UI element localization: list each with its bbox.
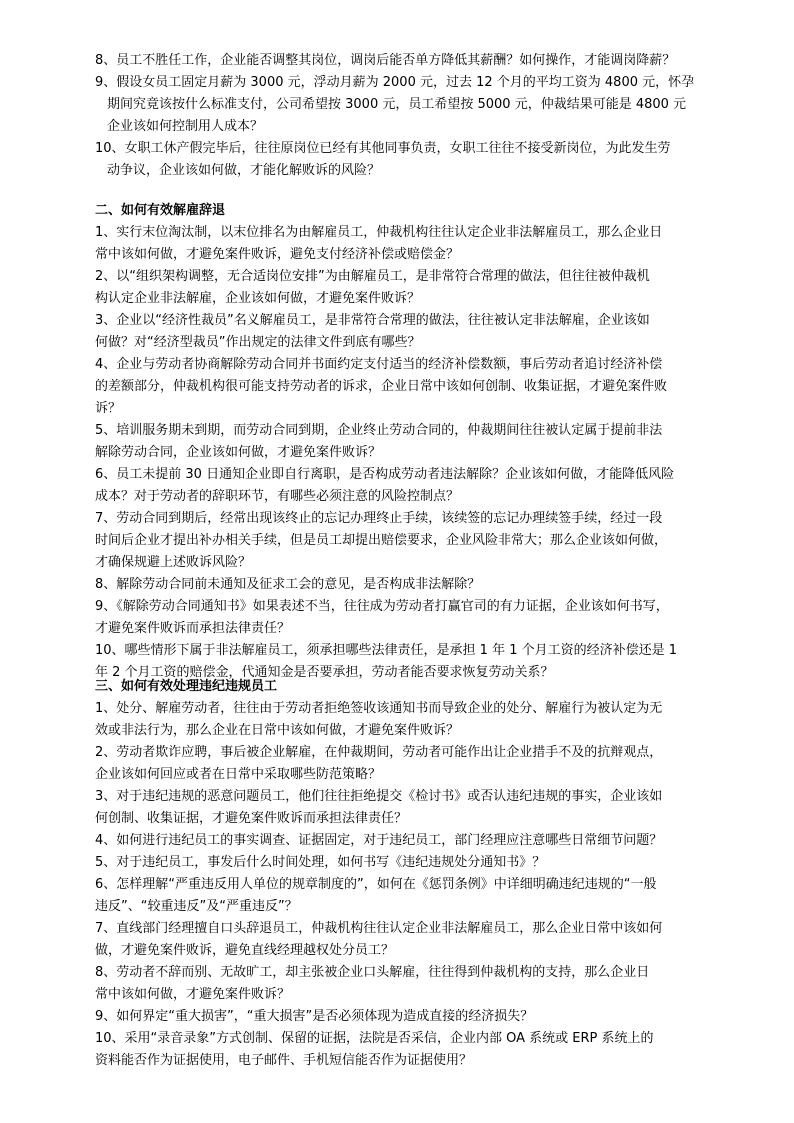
- section3-body: [95, 698, 715, 1072]
- text-line: 9、假设女员工固定月薪为 3000 元，浮动月薪为 2000 元，过去 12 个月的平均工资为 4800 元，怀孕: [95, 75, 695, 90]
- section2: [95, 200, 715, 684]
- text-line: 违反”、“较重违反”及“严重违反”？: [95, 899, 298, 914]
- text-line: 10、哪些情形下属于非法解雇员工，须承担哪些法律责任，是承担 1 年 1 个月工资的经济补偿还是 1: [95, 643, 678, 658]
- section1-item-10: [95, 138, 717, 182]
- text-line: 资料能否作为证据使用，电子邮件、手机短信能否作为证据使用？: [95, 1053, 473, 1068]
- text-line: 时间后企业才提出补办相关手续，但是员工却提出赔偿要求，企业风险非常大；那么企业该如何做，: [95, 533, 668, 548]
- text-line: 5、对于违纪员工，事发后什么时间处理，如何书写《违纪违规处分通知书》？: [95, 855, 546, 870]
- text-line: 何做？对“经济型裁员”作出规定的法律文件到底有哪些？: [95, 335, 421, 350]
- text-line: 1、实行末位淘汰制，以末位排名为由解雇员工，仲裁机构往往认定企业非法解雇员工，那么企业日: [95, 225, 663, 240]
- text-line: 2、劳动者欺诈应聘，事后被企业解雇，在仲裁期间，劳动者可能作出让企业措手不及的抗辩观点，: [95, 745, 663, 760]
- text-line: 3、对于违纪违规的恶意问题员工，他们往往拒绝提交《检讨书》或否认违纪违规的事实，企业该如: [95, 789, 663, 804]
- section-heading: 三、如何有效处理违纪违规员工: [95, 679, 278, 694]
- text-line: 7、劳动合同到期后，经常出现该终止的忘记办理终止手续，该续签的忘记办理续签手续，经过一段: [95, 511, 663, 526]
- text-line: 常中该如何做，才避免案件败诉，避免支付经济补偿或赔偿金？: [95, 247, 460, 262]
- text-line: 2、以“组织架构调整，无合适岗位安排”为由解雇员工，是非常符合常理的做法，但往往被仲裁机: [95, 269, 650, 284]
- section1-item-9: [95, 72, 717, 138]
- text-line: 1、处分、解雇劳动者，往往由于劳动者拒绝签收该通知书而导致企业的处分、解雇行为被认定为无: [95, 701, 663, 716]
- text-line: 企业该如何控制用人成本？: [107, 119, 264, 134]
- text-line: 成本？对于劳动者的辞职环节，有哪些必须注意的风险控制点？: [95, 489, 460, 504]
- text-line: 构认定企业非法解雇，企业该如何做，才避免案件败诉？: [95, 291, 421, 306]
- text-line: 6、员工未提前 30 日通知企业即自行离职，是否构成劳动者违法解除？企业该如何做，才能降低风险: [95, 467, 675, 482]
- section3: [95, 676, 715, 1072]
- text-line: 6、怎样理解“严重违反用人单位的规章制度的”，如何在《惩罚条例》中详细明确违纪违规的“一般: [95, 877, 657, 892]
- text-line: 9、《解除劳动合同通知书》如果表述不当，往往成为劳动者打赢官司的有力证据，企业该如何书写，: [95, 599, 669, 614]
- text-line: 9、如何界定“重大损害”，“重大损害”是否必须体现为造成直接的经济损失？: [95, 1009, 534, 1024]
- text-line: 10、女职工休产假完毕后，往往原岗位已经有其他同事负责，女职工往往不接受新岗位，为此发生劳: [95, 141, 671, 156]
- text-line: 4、如何进行违纪员工的事实调查、证据固定，对于违纪员工，部门经理应注意哪些日常细节问题？: [95, 833, 663, 848]
- section-heading: 二、如何有效解雇辞退: [95, 203, 226, 218]
- text-line: 3、企业以“经济性裁员”名义解雇员工，是非常符合常理的做法，往往被认定非法解雇，企业该如: [95, 313, 650, 328]
- text-line: 年 2 个月工资的赔偿金，代通知金是否要承担，劳动者能否要求恢复劳动关系？: [95, 665, 554, 680]
- text-line: 才避免案件败诉而承担法律责任？: [95, 621, 291, 636]
- section2-body: [95, 222, 715, 684]
- text-line: 解除劳动合同，企业该如何做，才避免案件败诉？: [95, 445, 382, 460]
- section1-item-8: [95, 50, 717, 72]
- text-line: 何创制、收集证据，才避免案件败诉而承担法律责任？: [95, 811, 408, 826]
- text-line: 做，才避免案件败诉，避免直线经理越权处分员工？: [95, 943, 395, 958]
- text-line: 常中该如何做，才避免案件败诉？: [95, 987, 291, 1002]
- text-line: 10、采用“录音录象”方式创制、保留的证据，法院是否采信，企业内部 OA 系统或 ERP 系统上的: [95, 1031, 654, 1046]
- text-line: 才确保规避上述败诉风险？: [95, 555, 252, 570]
- text-line: 企业该如何回应或者在日常中采取哪些防范策略？: [95, 767, 382, 782]
- text-line: 8、劳动者不辞而别、无故旷工，却主张被企业口头解雇，往往得到仲裁机构的支持，那么企业日: [95, 965, 650, 980]
- text-line: 效或非法行为，那么企业在日常中该如何做，才避免案件败诉？: [95, 723, 460, 738]
- text-line: 的差额部分，仲裁机构很可能支持劳动者的诉求，企业日常中该如何创制、收集证据，才避免案件败: [95, 379, 668, 394]
- text-line: 8、员工不胜任工作，企业能否调整其岗位，调岗后能否单方降低其薪酬？如何操作，才能调岗降薪？: [95, 53, 676, 68]
- text-line: 5、培训服务期未到期，而劳动合同到期，企业终止劳动合同的，仲裁期间往往被认定属于提前非法: [95, 423, 663, 438]
- text-line: 诉？: [95, 401, 122, 416]
- text-line: 期间究竟该按什么标准支付，公司希望按 3000 元，员工希望按 5000 元，仲裁结果可能是 4800 元: [107, 97, 687, 112]
- text-line: 动争议，企业该如何做，才能化解败诉的风险？: [107, 163, 381, 178]
- text-line: 7、直线部门经理擅自口头辞退员工，仲裁机构往往认定企业非法解雇员工，那么企业日常中该如何: [95, 921, 663, 936]
- text-line: 8、解除劳动合同前未通知及征求工会的意见，是否构成非法解除？: [95, 577, 481, 592]
- text-line: 4、企业与劳动者协商解除劳动合同并书面约定支付适当的经济补偿数额，事后劳动者追讨经济补偿: [95, 357, 663, 372]
